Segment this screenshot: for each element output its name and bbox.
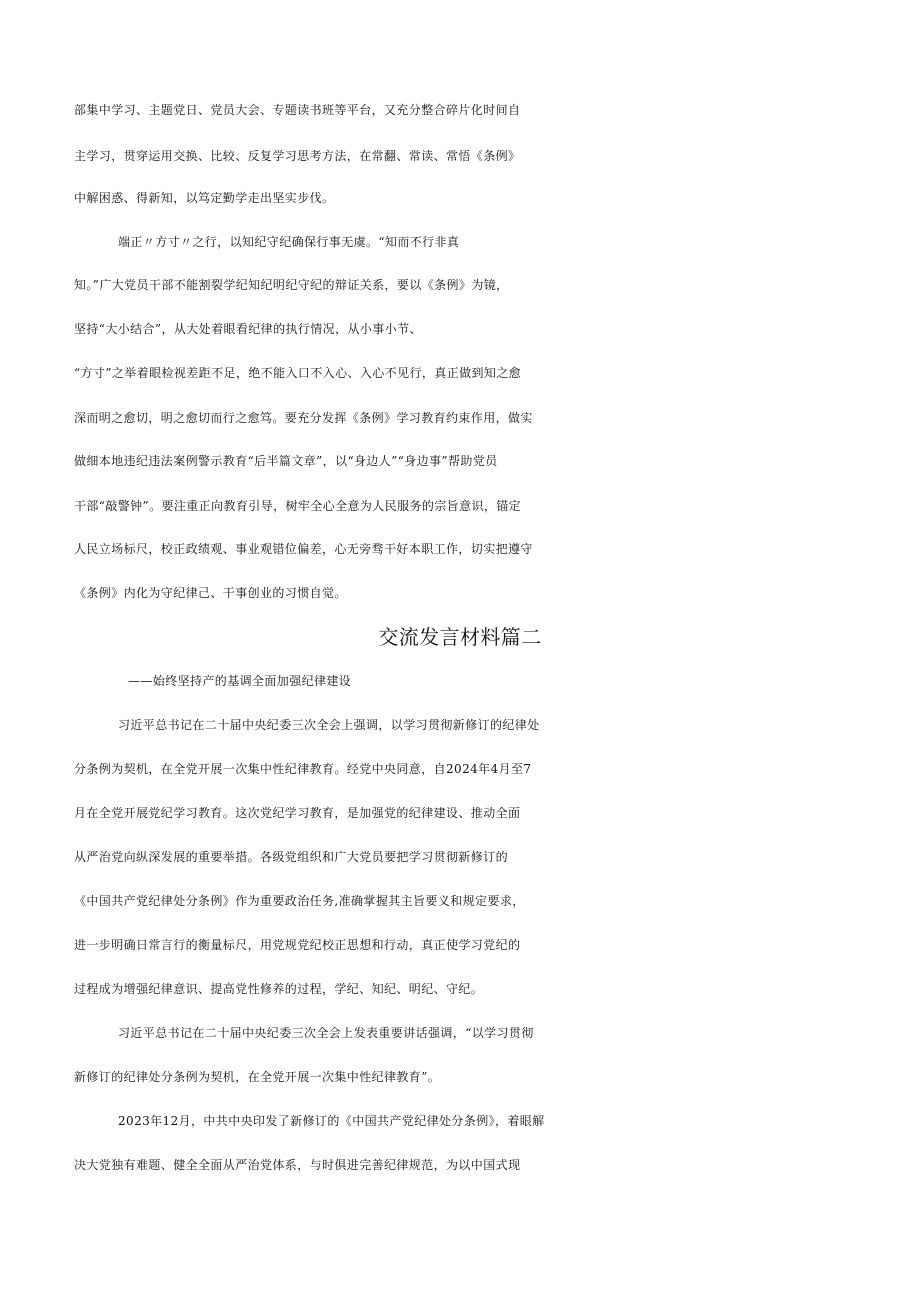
- text-line: 2023年12月，中共中央印发了新修订的《中国共产党纪律处分条例》，着眼解: [118, 1114, 545, 1128]
- text-line: 月在全党开展党纪学习教育。这次党纪学习教育，是加强党的纪律建设、推动全面: [74, 806, 521, 820]
- text-line: 《条例》内化为守纪律己、干事创业的习惯自觉。: [74, 586, 347, 600]
- text-line: 中解困惑、得新知，以笃定勤学走出坚实步伐。: [74, 191, 335, 205]
- text-line: 新修订的纪律处分条例为契机，在全党开展一次集中性纪律教育”。: [74, 1070, 441, 1084]
- text-line: 决大党独有难题、健全全面从严治党体系，与时俱进完善纪律规范，为以中国式现: [74, 1158, 521, 1172]
- text-line: 主学习，贯穿运用交换、比较、反复学习思考方法，在常翻、常读、常悟《条例》: [74, 149, 521, 163]
- text-line: 坚持“大小结合”，从大处着眼看纪律的执行情况，从小事小节、: [74, 322, 422, 336]
- text-line: 过程成为增强纪律意识、提高党性修养的过程，学纪、知纪、明纪、守纪。: [74, 982, 484, 996]
- text-line: 部集中学习、主题党日、党员大会、专题读书班等平台，又充分整合碎片化时间自: [74, 103, 521, 117]
- text-line: 进一步明确日常言行的衡量标尺，用党规党纪校正思想和行动，真正使学习党纪的: [74, 938, 521, 952]
- text-line: 《中国共产党纪律处分条例》作为重要政治任务,准确掌握其主旨要义和规定要求，: [74, 894, 525, 908]
- section-heading: 交流发言材料篇二: [378, 625, 542, 649]
- text-line: 习近平总书记在二十届中央纪委三次全会上发表重要讲话强调，“以学习贯彻: [118, 1026, 534, 1040]
- text-line: 做细本地违纪违法案例警示教育“后半篇文章”，以“身边人”“身边事”帮助党员: [74, 454, 498, 468]
- text-line: 从严治党向纵深发展的重要举措。各级党组织和广大党员要把学习贯彻新修订的: [74, 850, 509, 864]
- text-line: 分条例为契机，在全党开展一次集中性纪律教育。经党中央同意，自2024年4月至7: [74, 762, 532, 776]
- text-line: 端正〃方寸〃之行，以知纪守纪确保行事无虞。“知而不行非真: [118, 235, 460, 249]
- text-line: 习近平总书记在二十届中央纪委三次全会上强调，以学习贯彻新修订的纪律处: [118, 718, 540, 732]
- text-line: 深而明之愈切，明之愈切而行之愈笃。要充分发挥《条例》学习教育约束作用，做实: [74, 411, 533, 425]
- section-subtitle: ——始终坚持产的基调全面加强纪律建设: [128, 674, 352, 688]
- text-line: 知。”广大党员干部不能割裂学纪知纪明纪守纪的辩证关系，要以《条例》为镜，: [74, 278, 509, 292]
- text-line: 干部“敲警钟”。要注重正向教育引导，树牢全心全意为人民服务的宗旨意识，锚定: [74, 499, 522, 513]
- text-line: 人民立场标尺，校正政绩观、事业观错位偏差，心无旁骛干好本职工作，切实把遵守: [74, 542, 533, 556]
- text-line: “方寸”之举着眼检视差距不足，绝不能入口不入心、入心不见行，真正做到知之愈: [74, 366, 522, 380]
